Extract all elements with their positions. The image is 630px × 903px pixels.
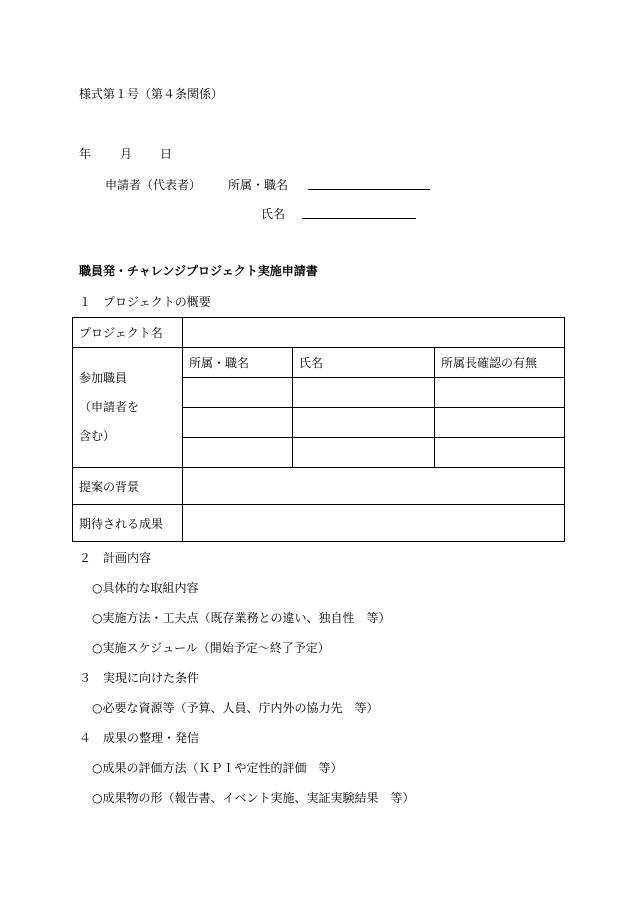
- participants-label-line: （申請者を: [79, 400, 140, 414]
- date-month-label: 月: [120, 147, 133, 161]
- section2-item: ○実施方法・工夫点（既存業務との違い、独自性 等）: [92, 611, 391, 625]
- project-overview-table: [72, 317, 565, 542]
- project-name-row: [73, 318, 565, 348]
- expected-results-label: 期待される成果: [73, 505, 183, 542]
- participant-confirmation-field[interactable]: [435, 438, 565, 468]
- participants-label-line: 参加職員: [79, 371, 128, 385]
- name-label: 氏名: [261, 207, 286, 221]
- participants-header-row: [73, 348, 565, 378]
- participant-affiliation-field[interactable]: [183, 378, 293, 408]
- participant-affiliation-field[interactable]: [183, 438, 293, 468]
- section2-item: ○実施スケジュール（開始予定～終了予定）: [92, 641, 330, 655]
- section1-heading: １ プロジェクトの概要: [79, 295, 211, 309]
- participant-name-field[interactable]: [293, 408, 435, 438]
- participant-affiliation-field[interactable]: [183, 408, 293, 438]
- column-header-affiliation: 所属・職名: [183, 348, 293, 378]
- participants-label-line: 含む）: [79, 429, 116, 443]
- expected-results-row: [73, 505, 565, 542]
- section4-item: ○成果物の形（報告書、イベント実施、実証実験結果 等）: [92, 791, 415, 805]
- date-day-label: 日: [160, 147, 173, 161]
- section2-item: ○具体的な取組内容: [92, 581, 199, 595]
- column-header-name: 氏名: [293, 348, 435, 378]
- section3-item: ○必要な資源等（予算、人員、庁内外の協力先 等）: [92, 701, 379, 715]
- background-field[interactable]: [183, 468, 565, 505]
- name-underline[interactable]: [302, 218, 416, 219]
- project-name-label: プロジェクト名: [73, 318, 183, 348]
- column-header-supervisor-confirmation: 所属長確認の有無: [435, 348, 565, 378]
- affiliation-label: 所属・職名: [228, 178, 289, 192]
- background-label: 提案の背景: [73, 468, 183, 505]
- date-year-label: 年: [79, 147, 92, 161]
- background-row: [73, 468, 565, 505]
- affiliation-underline[interactable]: [308, 189, 430, 190]
- applicant-label: 申請者（代表者）: [105, 178, 202, 192]
- section2-heading: ２ 計画内容: [79, 551, 152, 565]
- participant-name-field[interactable]: [293, 438, 435, 468]
- participant-name-field[interactable]: [293, 378, 435, 408]
- participant-confirmation-field[interactable]: [435, 408, 565, 438]
- section4-heading: ４ 成果の整理・発信: [79, 731, 200, 745]
- expected-results-field[interactable]: [183, 505, 565, 542]
- project-name-field[interactable]: [183, 318, 565, 348]
- participant-confirmation-field[interactable]: [435, 378, 565, 408]
- form-number: 様式第１号（第４条関係）: [79, 87, 224, 101]
- participants-label-cell: [73, 348, 183, 468]
- section3-heading: ３ 実現に向けた条件: [79, 671, 200, 685]
- section4-item: ○成果の評価方法（ＫＰＩや定性的評価 等）: [92, 761, 343, 775]
- document-title: 職員発・チャレンジプロジェクト実施申請書: [79, 264, 318, 278]
